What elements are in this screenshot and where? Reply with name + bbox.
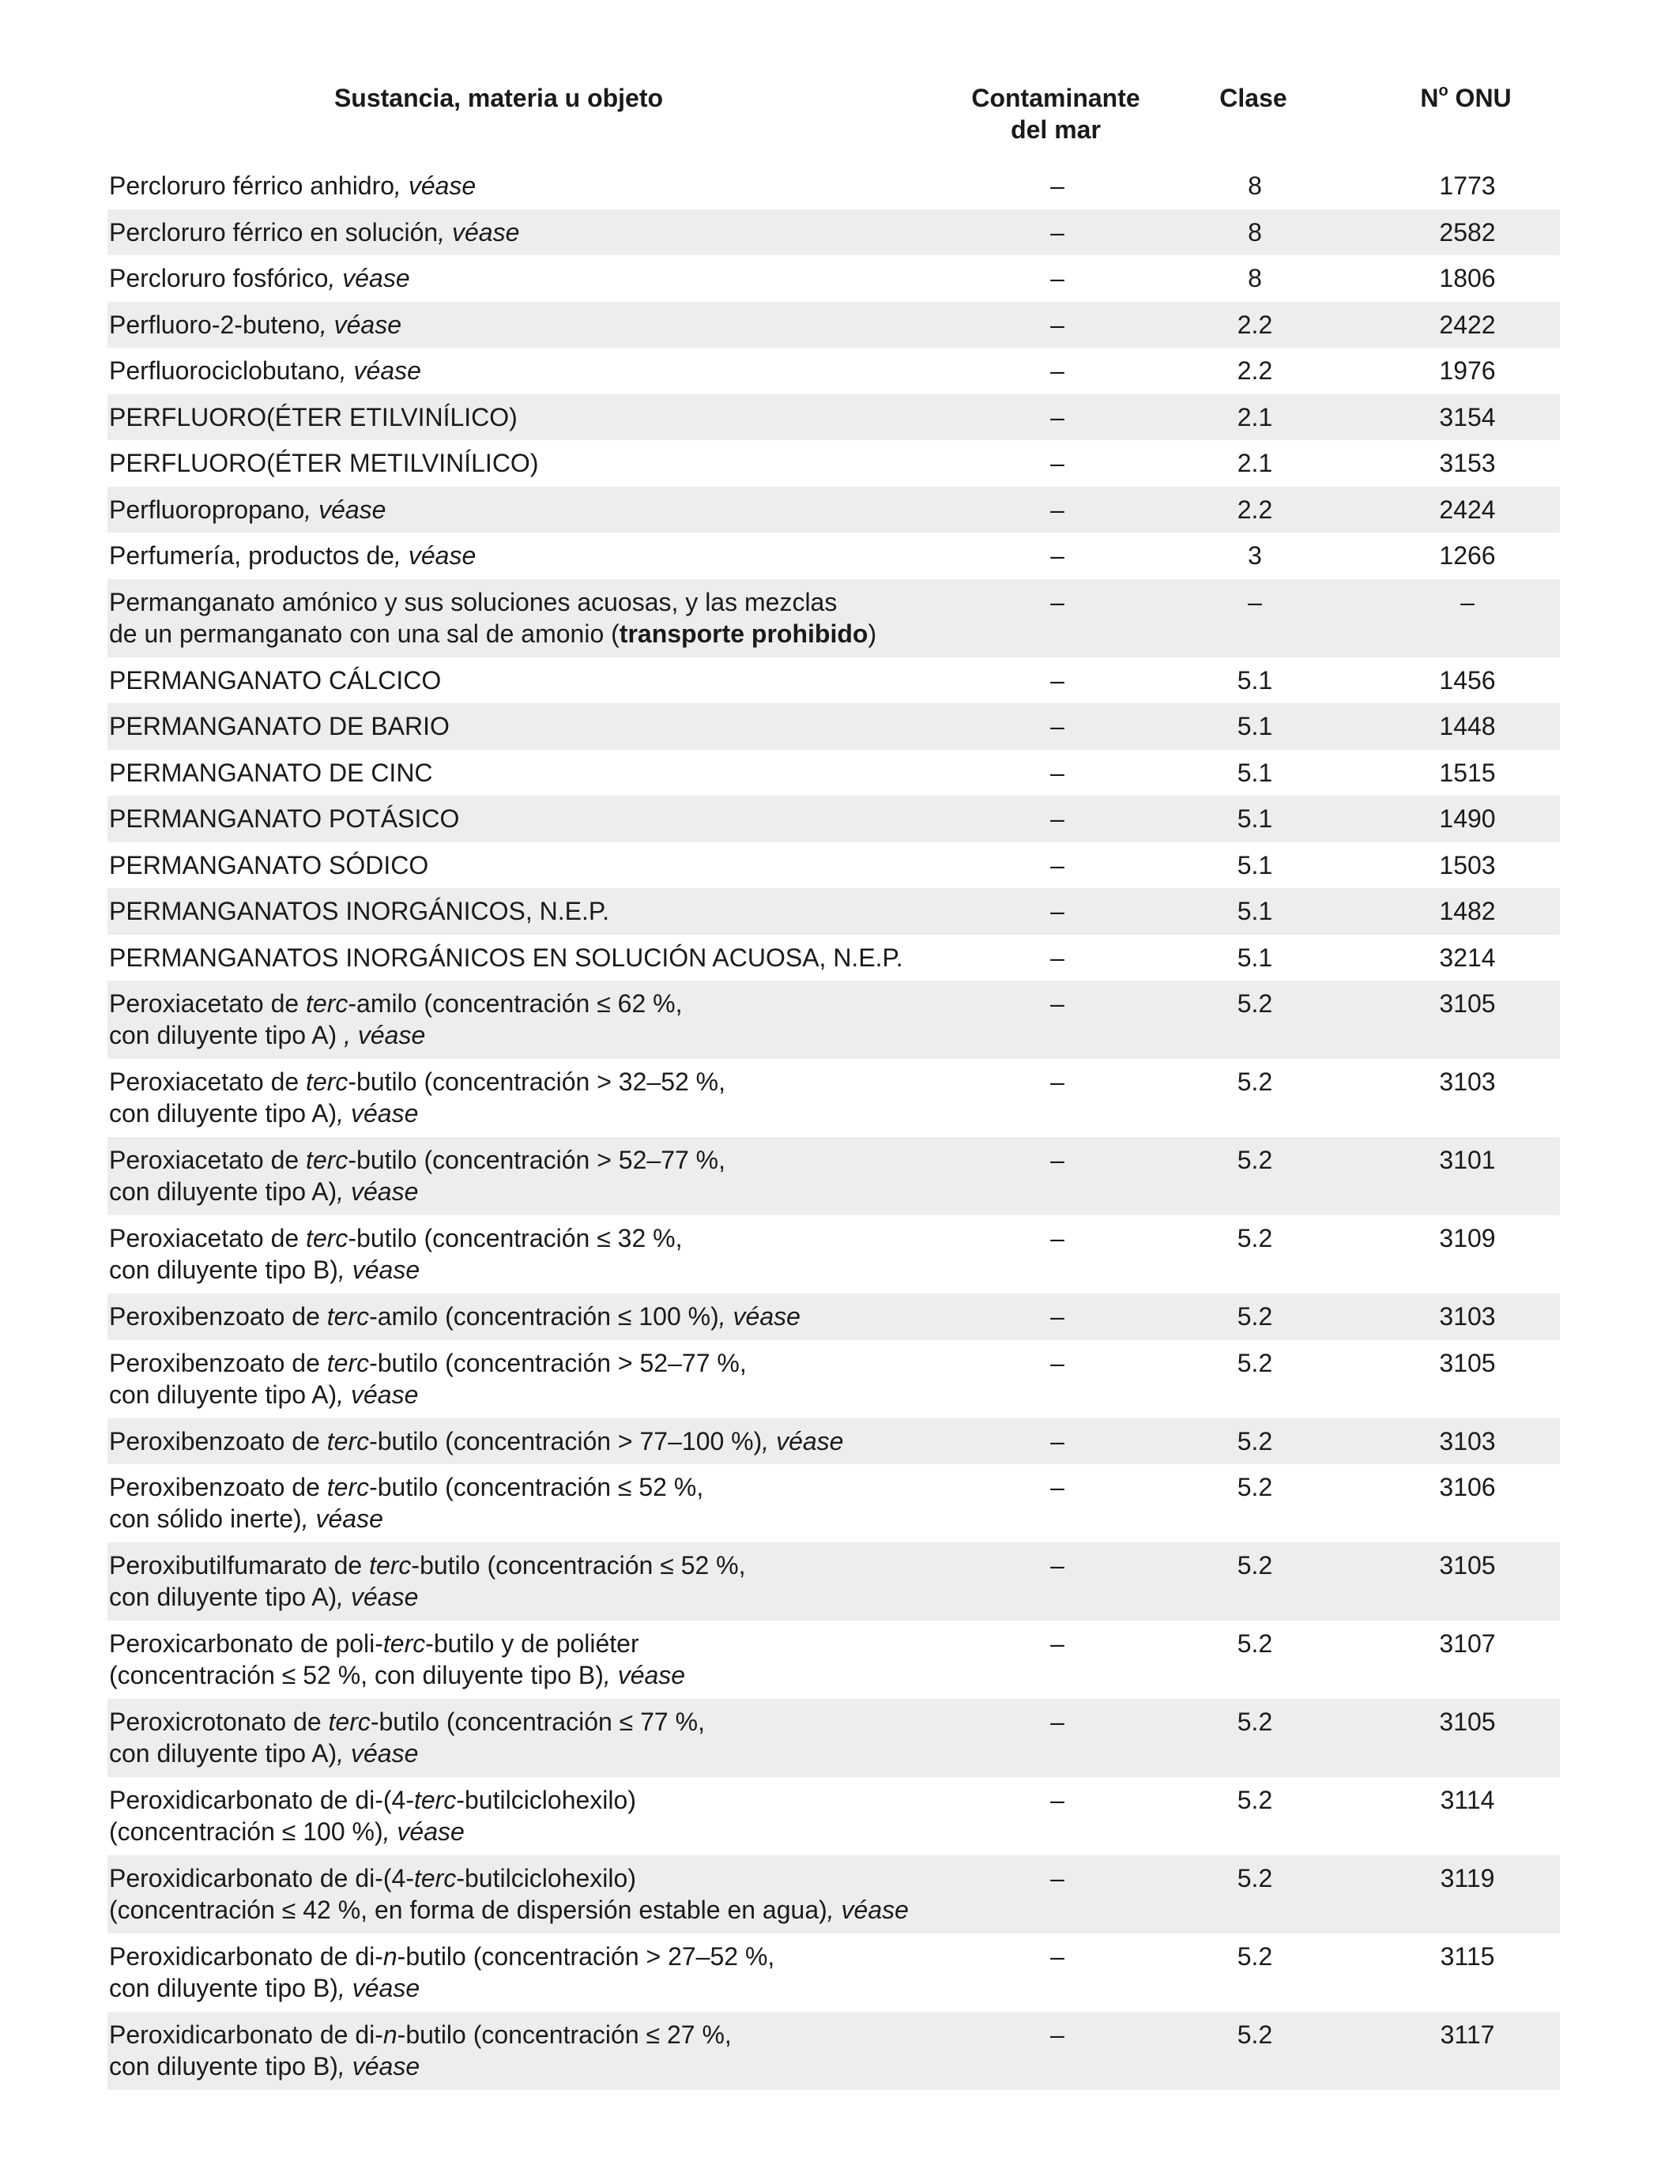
header-class: Clase [1219, 84, 1287, 112]
italic-text: , véase [394, 171, 477, 200]
cell-class: 2.1 [1237, 402, 1273, 431]
text-fragment: -butilo (concentración > 27–52 %, [397, 1942, 775, 1971]
italic-text: , véase [337, 1177, 419, 1206]
cell-class: 5.2 [1237, 1551, 1273, 1580]
text-fragment: PERMANGANATO DE BARIO [109, 712, 450, 740]
cell-class: 5.2 [1237, 1146, 1273, 1174]
table-row [107, 1699, 1560, 1777]
cell-marine-pollutant: – [1050, 1348, 1064, 1377]
cell-substance [107, 1066, 978, 1137]
cell-substance [107, 1941, 978, 2012]
cell-marine-pollutant: – [1050, 1224, 1064, 1252]
cell-marine-pollutant: – [1050, 1068, 1064, 1096]
text-fragment: con diluyente tipo B) [109, 1974, 338, 2002]
table-row [107, 2012, 1560, 2090]
cell-class: 5.2 [1237, 1473, 1273, 1501]
text-fragment: con diluyente tipo A) [109, 1739, 337, 1768]
table-row [107, 487, 1560, 533]
cell-substance [107, 1862, 978, 1934]
cell-class: 5.2 [1237, 1302, 1273, 1331]
cell-un-number: 3154 [1439, 402, 1496, 431]
cell-substance [107, 1425, 978, 1465]
cell-un-number: 1503 [1439, 850, 1496, 879]
text-fragment: Percloruro férrico en solución [109, 217, 439, 247]
text-fragment: -amilo (concentración ≤ 100 %) [369, 1302, 719, 1331]
cell-class: 5.1 [1237, 665, 1273, 695]
text-fragment: Permanganato amónico y sus soluciones acuosas, y las mezclas [109, 587, 838, 616]
cell-marine-pollutant: – [1050, 1629, 1064, 1658]
text-fragment: -butilciclohexilo) [456, 1786, 636, 1814]
text-fragment: con diluyente tipo B) [109, 2052, 338, 2080]
cell-marine-pollutant: – [1050, 850, 1064, 879]
text-fragment: Peroxibenzoato de [109, 1473, 327, 1501]
cell-marine-pollutant: – [1050, 449, 1064, 477]
cell-marine-pollutant: – [1050, 1708, 1064, 1736]
text-fragment: ) [868, 619, 877, 648]
italic-text: terc [306, 1224, 348, 1252]
cell-marine-pollutant: – [1050, 712, 1064, 740]
cell-marine-pollutant: – [1050, 587, 1064, 616]
cell-marine-pollutant: – [1050, 758, 1064, 787]
text-fragment: Perfluorociclobutano [109, 356, 340, 385]
text-fragment: Perfumería, productos de [109, 541, 395, 570]
cell-marine-pollutant: – [1050, 1146, 1064, 1174]
text-fragment: (concentración ≤ 42 %, en forma de dispersión estable en agua) [109, 1896, 827, 1924]
cell-marine-pollutant: – [1050, 541, 1064, 570]
cell-un-number: 1456 [1439, 665, 1496, 695]
cell-un-number: 3103 [1439, 1302, 1496, 1331]
cell-class: 5.2 [1237, 1708, 1273, 1736]
italic-text: terc [328, 1708, 371, 1736]
cell-substance [107, 1347, 978, 1418]
cell-substance [107, 262, 978, 302]
cell-substance [107, 217, 978, 256]
cell-substance [107, 803, 978, 842]
table-row [107, 1418, 1560, 1465]
text-fragment: PERMANGANATOS INORGÁNICOS, N.E.P. [109, 897, 610, 925]
cell-class: 2.1 [1237, 449, 1273, 477]
cell-un-number: 3103 [1439, 1426, 1496, 1455]
cell-marine-pollutant: – [1050, 2020, 1064, 2049]
text-fragment: Peroxidicarbonato de di- [109, 2020, 383, 2049]
cell-substance [107, 1784, 978, 1855]
cell-un-number: 1515 [1439, 758, 1496, 787]
text-fragment: Percloruro férrico anhidro [109, 171, 395, 200]
cell-un-number: 2582 [1439, 217, 1496, 247]
cell-un-number: 3115 [1440, 1942, 1495, 1971]
table-row [107, 703, 1560, 750]
table-row [107, 657, 1560, 704]
table-row [107, 1137, 1560, 1215]
text-fragment: Peroxiacetato de [109, 1224, 307, 1252]
cell-un-number: 3107 [1439, 1629, 1496, 1658]
cell-substance [107, 710, 978, 750]
cell-substance [107, 849, 978, 889]
italic-text: n [382, 2020, 397, 2049]
cell-marine-pollutant: – [1050, 1473, 1064, 1501]
cell-un-number: 3119 [1440, 1864, 1495, 1892]
cell-un-number: 1448 [1439, 712, 1496, 740]
text-fragment: PERFLUORO(ÉTER METILVINÍLICO) [109, 449, 539, 477]
text-fragment: -butilo (concentración > 77–100 %) [369, 1426, 763, 1455]
italic-text: , véase [382, 1817, 465, 1846]
text-fragment: Peroxidicarbonato de di-(4- [109, 1786, 414, 1814]
italic-text: , véase [337, 2052, 420, 2080]
cell-un-number: 3114 [1440, 1786, 1495, 1814]
text-fragment: -butilo (concentración > 52–77 %, [369, 1348, 747, 1377]
italic-text: , véase [337, 1739, 419, 1768]
text-fragment: Peroxibenzoato de [109, 1302, 327, 1331]
cell-substance [107, 494, 978, 533]
cell-class: 5.1 [1237, 758, 1273, 787]
cell-un-number: 1266 [1439, 541, 1496, 570]
cell-substance [107, 1550, 978, 1621]
italic-text: terc [413, 1786, 457, 1814]
table-body [107, 163, 1560, 2090]
italic-text: terc [326, 1348, 370, 1377]
italic-text: , véase [301, 1504, 383, 1533]
text-fragment: PERMANGANATOS INORGÁNICOS EN SOLUCIÓN ACUOSA, N.E.P. [109, 943, 903, 972]
cell-marine-pollutant: – [1050, 1786, 1064, 1814]
text-fragment: (concentración ≤ 100 %) [109, 1817, 383, 1846]
cell-marine-pollutant: – [1050, 402, 1064, 431]
table-row [107, 1340, 1560, 1418]
cell-substance [107, 355, 978, 394]
cell-substance [107, 1222, 978, 1293]
cell-un-number: 1806 [1439, 264, 1496, 292]
cell-substance [107, 1301, 978, 1340]
text-fragment: -butilo (concentración ≤ 32 %, [348, 1224, 683, 1252]
table-row [107, 750, 1560, 796]
cell-class: 5.2 [1237, 1224, 1273, 1252]
cell-un-number: – [1460, 587, 1475, 616]
table-row [107, 888, 1560, 935]
cell-substance [107, 1144, 978, 1215]
italic-text: , véase [339, 356, 421, 385]
cell-class: 8 [1248, 217, 1262, 247]
cell-un-number: 1490 [1439, 804, 1496, 833]
cell-marine-pollutant: – [1050, 171, 1064, 200]
table-row [107, 981, 1560, 1059]
text-fragment: (concentración ≤ 52 %, con diluyente tipo B) [109, 1661, 604, 1689]
text-fragment: con sólido inerte) [109, 1504, 302, 1533]
cell-class: 5.2 [1237, 1786, 1273, 1814]
text-fragment: Peroxiacetato de [109, 1068, 307, 1096]
cell-substance [107, 586, 978, 657]
text-fragment: Perfluoro-2-buteno [109, 310, 320, 339]
table-row [107, 163, 1560, 209]
table-row [107, 394, 1560, 441]
cell-marine-pollutant: – [1050, 1426, 1064, 1455]
text-fragment: Peroxiacetato de [109, 989, 307, 1018]
italic-text: terc [306, 989, 348, 1018]
cell-class: 2.2 [1237, 310, 1273, 339]
italic-text: , véase [394, 541, 477, 570]
table-row [107, 255, 1560, 302]
table-row [107, 533, 1560, 579]
text-fragment: PERMANGANATO CÁLCICO [109, 665, 442, 695]
text-fragment: Peroxidicarbonato de di-(4- [109, 1864, 414, 1892]
text-fragment: -butilo (concentración ≤ 27 %, [397, 2020, 732, 2049]
cell-class: 5.2 [1237, 1426, 1273, 1455]
text-fragment: Peroxidicarbonato de di- [109, 1942, 383, 1971]
cell-class: 2.2 [1237, 495, 1273, 524]
text-fragment: Peroxiacetato de [109, 1146, 307, 1174]
cell-un-number: 3117 [1440, 2020, 1495, 2049]
cell-un-number: 3101 [1439, 1146, 1496, 1174]
table-row [107, 440, 1560, 487]
table-row [107, 209, 1560, 256]
cell-substance [107, 170, 978, 209]
text-fragment: PERMANGANATO SÓDICO [109, 850, 429, 879]
text-fragment: Perfluoropropano [109, 495, 305, 524]
text-fragment: con diluyente tipo A) [109, 1099, 337, 1128]
italic-text: terc [326, 1302, 370, 1331]
cell-class: 5.1 [1237, 943, 1273, 972]
italic-text: terc [306, 1068, 348, 1096]
text-fragment: Peroxibenzoato de [109, 1426, 327, 1455]
text-fragment: -butilo y de poliéter [425, 1629, 639, 1658]
cell-marine-pollutant: – [1050, 804, 1064, 833]
cell-marine-pollutant: – [1050, 1302, 1064, 1331]
italic-text: , véase [337, 1974, 420, 2002]
table-row [107, 1464, 1560, 1542]
cell-marine-pollutant: – [1050, 217, 1064, 247]
italic-text: , véase [827, 1896, 909, 1924]
cell-marine-pollutant: – [1050, 665, 1064, 695]
cell-class: 5.1 [1237, 897, 1273, 925]
italic-text: terc [326, 1473, 370, 1501]
text-fragment: -butilciclohexilo) [456, 1864, 636, 1892]
cell-substance [107, 942, 978, 981]
cell-class: 5.2 [1237, 989, 1273, 1018]
cell-class: 5.2 [1237, 1629, 1273, 1658]
text-fragment: con diluyente tipo A) [109, 1021, 345, 1049]
cell-class: 8 [1248, 264, 1262, 292]
cell-un-number: 1976 [1439, 356, 1496, 385]
italic-text: , véase [337, 1583, 419, 1611]
table-row [107, 1293, 1560, 1340]
cell-un-number: 1773 [1439, 171, 1496, 200]
cell-substance [107, 757, 978, 796]
cell-marine-pollutant: – [1050, 1942, 1064, 1971]
italic-text: , véase [319, 310, 401, 339]
italic-text: terc [382, 1629, 426, 1658]
italic-text: , véase [328, 264, 410, 292]
text-fragment: -butilo (concentración ≤ 77 %, [370, 1708, 705, 1736]
table-row [107, 796, 1560, 842]
cell-un-number: 2422 [1439, 310, 1496, 339]
italic-text: , véase [718, 1302, 800, 1331]
cell-class: – [1248, 587, 1262, 616]
text-fragment: PERMANGANATO DE CINC [109, 758, 433, 787]
text-fragment: con diluyente tipo A) [109, 1583, 337, 1611]
cell-un-number: 3106 [1439, 1473, 1496, 1501]
table-row [107, 1059, 1560, 1137]
text-fragment: -butilo (concentración > 52–77 %, [348, 1146, 726, 1174]
table-row [107, 1621, 1560, 1699]
text-fragment: Peroxicarbonato de poli- [109, 1629, 383, 1658]
cell-un-number: 3153 [1439, 449, 1496, 477]
table-row [107, 348, 1560, 394]
text-fragment: PERMANGANATO POTÁSICO [109, 804, 460, 833]
cell-un-number: 3109 [1439, 1224, 1496, 1252]
cell-un-number: 3105 [1439, 989, 1496, 1018]
cell-class: 5.2 [1237, 1942, 1273, 1971]
text-fragment: Peroxibutilfumarato de [109, 1551, 370, 1580]
italic-text: , véase [337, 1256, 420, 1284]
table-row [107, 579, 1560, 657]
italic-text: , véase [337, 1099, 419, 1128]
cell-un-number: 2424 [1439, 495, 1496, 524]
cell-marine-pollutant: – [1050, 1551, 1064, 1580]
cell-class: 5.1 [1237, 850, 1273, 879]
italic-text: , véase [438, 217, 520, 247]
table-row [107, 935, 1560, 981]
cell-class: 5.1 [1237, 804, 1273, 833]
header-un-number: $N^o$ ONU [1420, 82, 1512, 112]
table-row [107, 1215, 1560, 1293]
cell-substance [107, 401, 978, 441]
text-fragment: -amilo (concentración ≤ 62 %, [348, 989, 683, 1018]
italic-text: , véase [304, 495, 386, 524]
cell-substance [107, 540, 978, 579]
cell-substance [107, 1628, 978, 1699]
italic-text: n [382, 1942, 397, 1971]
italic-text: terc [306, 1146, 348, 1174]
cell-marine-pollutant: – [1050, 310, 1064, 339]
cell-substance [107, 988, 978, 1059]
cell-marine-pollutant: – [1050, 943, 1064, 972]
italic-text: , véase [337, 1380, 419, 1409]
dangerous-goods-table [107, 76, 1560, 2090]
italic-text: terc [369, 1551, 412, 1580]
cell-class: 5.2 [1237, 1068, 1273, 1096]
text-fragment: -butilo (concentración ≤ 52 %, [369, 1473, 704, 1501]
italic-text: terc [413, 1864, 457, 1892]
cell-marine-pollutant: – [1050, 989, 1064, 1018]
table-row [107, 842, 1560, 889]
text-fragment: Peroxicrotonato de [109, 1708, 329, 1736]
cell-un-number: 1482 [1439, 897, 1496, 925]
text-fragment: PERFLUORO(ÉTER ETILVINÍLICO) [109, 402, 518, 431]
cell-substance [107, 665, 978, 704]
bold-text: transporte prohibido [619, 619, 868, 648]
text-fragment: Peroxibenzoato de [109, 1348, 327, 1377]
cell-marine-pollutant: – [1050, 264, 1064, 292]
text-fragment: con diluyente tipo B) [109, 1256, 338, 1284]
cell-marine-pollutant: – [1050, 495, 1064, 524]
table-row [107, 1934, 1560, 2012]
cell-un-number: 3105 [1439, 1348, 1496, 1377]
table-row [107, 1855, 1560, 1934]
cell-marine-pollutant: – [1050, 356, 1064, 385]
cell-class: 2.2 [1237, 356, 1273, 385]
cell-class: 5.2 [1237, 1348, 1273, 1377]
cell-substance [107, 1471, 978, 1542]
italic-text: , véase [603, 1661, 686, 1689]
cell-class: 5.1 [1237, 712, 1273, 740]
table-row [107, 302, 1560, 348]
cell-un-number: 3214 [1439, 943, 1496, 972]
cell-substance [107, 447, 978, 487]
cell-substance [107, 309, 978, 348]
text-fragment: -butilo (concentración ≤ 52 %, [411, 1551, 746, 1580]
text-fragment: con diluyente tipo A) [109, 1177, 337, 1206]
table-row [107, 1542, 1560, 1621]
text-fragment: Percloruro fosfórico [109, 264, 329, 292]
cell-substance [107, 895, 978, 935]
cell-marine-pollutant: – [1050, 897, 1064, 925]
header-marine-pollutant: Contaminante del mar [971, 84, 1140, 144]
cell-class: 3 [1248, 541, 1262, 570]
cell-substance [107, 2019, 978, 2090]
italic-text: terc [326, 1426, 370, 1455]
cell-substance [107, 1706, 978, 1777]
italic-text: , véase [762, 1426, 844, 1455]
cell-marine-pollutant: – [1050, 1864, 1064, 1892]
text-fragment: -butilo (concentración > 32–52 %, [348, 1068, 726, 1096]
cell-un-number: 3103 [1439, 1068, 1496, 1096]
cell-class: 5.2 [1237, 1864, 1273, 1892]
cell-un-number: 3105 [1439, 1708, 1496, 1736]
cell-class: 5.2 [1237, 2020, 1273, 2049]
table-row [107, 1777, 1560, 1855]
table-header [107, 76, 1560, 163]
header-substance: Sustancia, materia u objeto [333, 84, 664, 112]
text-fragment: de un permanganato con una sal de amonio ( [109, 619, 620, 648]
text-fragment: con diluyente tipo A) [109, 1380, 337, 1409]
cell-un-number: 3105 [1439, 1551, 1496, 1580]
italic-text: , véase [344, 1021, 426, 1049]
cell-class: 8 [1248, 171, 1262, 200]
